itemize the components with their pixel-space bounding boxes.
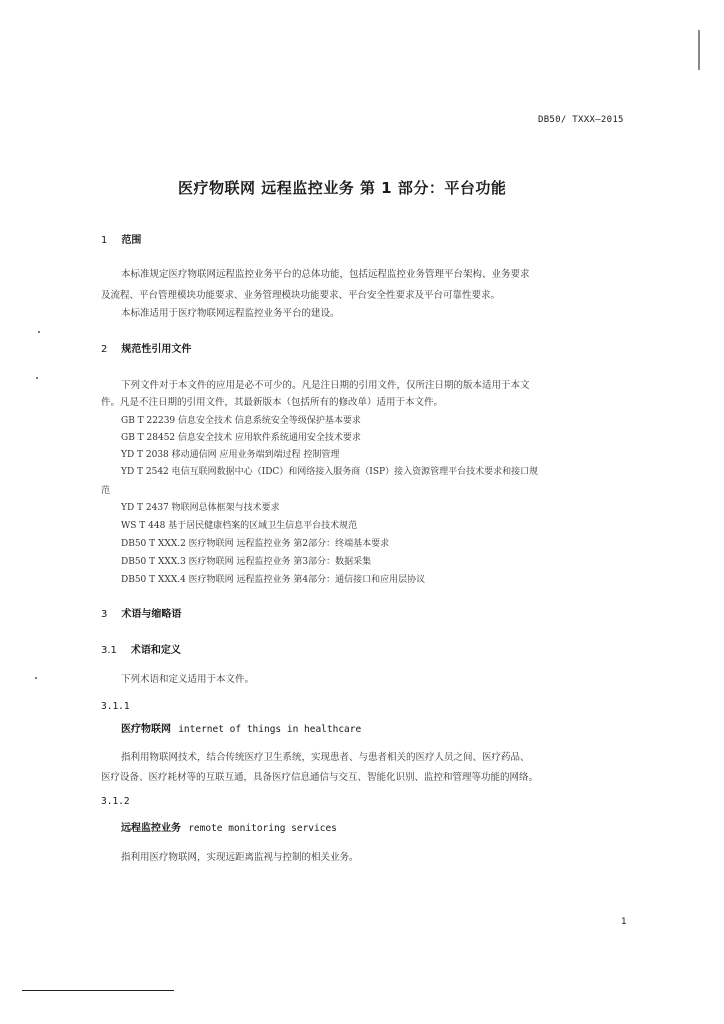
section-1-paragraph-line: 本标准适用于医疗物联网远程监控业务平台的建设。 [121,308,340,319]
reference-item: DB50 T XXX.3 医疗物联网 远程监控业务 第3部分：数据采集 [121,557,372,567]
section-3-heading [101,608,181,622]
term-2-definition-line: 指利用医疗物联网，实现远距离监视与控制的相关业务。 [121,852,359,863]
scan-speck [35,677,37,679]
term-1-name-en: internet of things in healthcare [178,724,362,735]
section-1-heading [101,234,141,248]
section-1-paragraph-line: 本标准规定医疗物联网远程监控业务平台的总体功能，包括远程监控业务管理平台架构、业务要求 [121,269,530,280]
term-1-definition-line: 医疗设备、医疗耗材等的互联互通，具备医疗信息通信与交互、智能化识别、监控和管理等功能的网络。 [101,772,539,783]
subsection-3-1-number: 3.1 [101,645,117,656]
subsection-3-1-text: 下列术语和定义适用于本文件。 [121,674,255,685]
subsection-3-1-heading [101,644,181,658]
scan-speck [36,377,38,379]
term-2-number: 3.1.2 [101,796,130,807]
page-title: 医疗物联网 远程监控业务 第 1 部分：平台功能 [178,179,507,197]
reference-item: YD T 2437 物联网总体框架与技术要求 [121,503,280,513]
reference-item: WS T 448 基于居民健康档案的区域卫生信息平台技术规范 [121,521,358,531]
section-3-number: 3 [101,609,108,620]
reference-item-continuation: 范 [101,486,111,496]
section-2-heading [101,343,191,357]
section-2-title: 规范性引用文件 [121,344,192,355]
term-2-name [121,822,337,836]
subsection-3-1-title: 术语和定义 [130,645,181,656]
section-1-number: 1 [101,235,108,246]
section-2-paragraph-line: 件。凡是不注日期的引用文件，其最新版本（包括所有的修改单）适用于本文件。 [101,397,444,408]
section-2-number: 2 [101,344,108,355]
term-1-definition-line: 指利用物联网技术，结合传统医疗卫生系统，实现患者、与患者相关的医疗人员之间、医疗药品、 [121,752,530,763]
reference-item: GB T 28452 信息安全技术 应用软件系统通用安全技术要求 [121,433,361,443]
term-1-name-cn: 医疗物联网 [121,724,171,735]
document-code: DB50/ TXXX—2015 [538,115,624,125]
scan-speck [38,331,40,333]
section-2-paragraph-line: 下列文件对于本文件的应用是必不可少的。凡是注日期的引用文件，仅所注日期的版本适用于本文 [121,380,530,391]
reference-item: GB T 22239 信息安全技术 信息系统安全等级保护基本要求 [121,416,361,426]
bottom-rule [22,990,174,991]
section-1-paragraph-line: 及流程、平台管理模块功能要求、业务管理模块功能要求、平台安全性要求及平台可靠性要求。 [101,290,501,301]
reference-item: YD T 2038 移动通信网 应用业务端到端过程 控制管理 [121,450,340,460]
section-3-title: 术语与缩略语 [121,609,182,620]
reference-item: YD T 2542 电信互联网数据中心（IDC）和网络接入服务商（ISP）接入资源管理平台技术要求和接口规 [121,467,539,477]
reference-item: DB50 T XXX.4 医疗物联网 远程监控业务 第4部分：通信接口和应用层协议 [121,575,426,585]
term-2-name-cn: 远程监控业务 [121,823,181,834]
term-1-name [121,723,361,737]
reference-item: DB50 T XXX.2 医疗物联网 远程监控业务 第2部分：终端基本要求 [121,539,390,549]
term-2-name-en: remote monitoring services [188,823,337,834]
section-1-title: 范围 [121,235,142,246]
term-1-number: 3.1.1 [101,701,130,712]
scan-edge-mark [698,30,700,70]
page-number: 1 [621,917,627,927]
